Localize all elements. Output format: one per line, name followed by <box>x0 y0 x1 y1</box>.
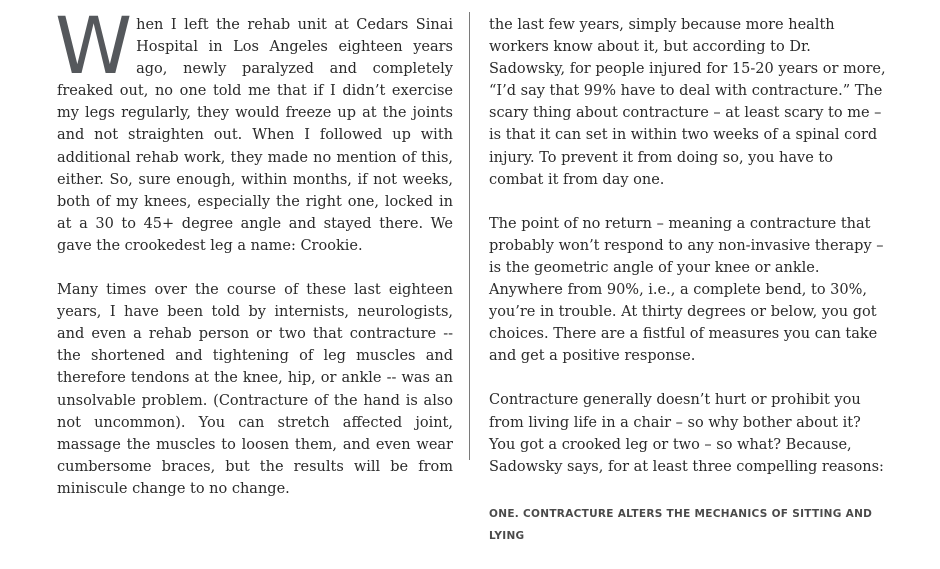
paragraph-text: hen I left the rehab unit at Cedars Sinai Hospital in Los Angeles eighteen years ago, newly paralyzed and completely freaked out, no one told me that if I didn’t exercise my legs regularly, they would freeze up at the joints and not straighten out. When I followed up with additional rehab work, they made no mention of this, either. So, sure enough, within months, if not weeks, both of my knees, especially the right one, locked in at a 30 to 45+ degree angle and stayed there. We gave the crookedest leg a name: Crookie. <box>57 17 453 254</box>
article-paragraph: Contracture generally doesn’t hurt or prohibit you from living life in a chair – so why bother about it? You got a crooked leg or two – so what? Because, Sadowsky says, for at least three compelling reasons: <box>489 392 884 475</box>
article-right-column <box>489 14 887 569</box>
article-paragraph <box>55 2 453 257</box>
article-paragraph: The point of no return – meaning a contracture that probably won’t respond to any non-invasive therapy – is the geometric angle of your knee or ankle. Anywhere from 90%, i.e., a complete bend, to 30%, you’re in trouble. At thirty degrees or below, you got choices. There are a fistful of measures you can take and get a positive response. <box>489 215 884 365</box>
article-left-column <box>55 2 453 522</box>
article-paragraph: the last few years, simply because more health workers know about it, but according to Dr. Sadowsky, for people injured for 15-20 years or more, “I’d say that 99% have to deal with contracture.” The scary thing about contracture – at least scary to me – is that it can set in within two weeks of a spinal cord injury. To prevent it from doing so, you have to combat it from day one. <box>489 17 886 188</box>
drop-cap: W <box>55 2 133 92</box>
column-divider <box>469 12 470 460</box>
section-subheading: ONE. CONTRACTURE ALTERS THE MECHANICS OF SITTING AND LYING <box>489 507 873 542</box>
article-paragraph: Many times over the course of these last eighteen years, I have been told by internists, neurologists, and even a rehab person or two that contracture -- the shortened and tightening of leg muscles and therefore tendons at the knee, hip, or ankle -- was an unsolvable problem. (Contracture of the hand is also not uncommon). You can stretch affected joint, massage the muscles to loosen them, and even wear cumbersome braces, but the results will be from miniscule change to no change. <box>57 282 453 497</box>
